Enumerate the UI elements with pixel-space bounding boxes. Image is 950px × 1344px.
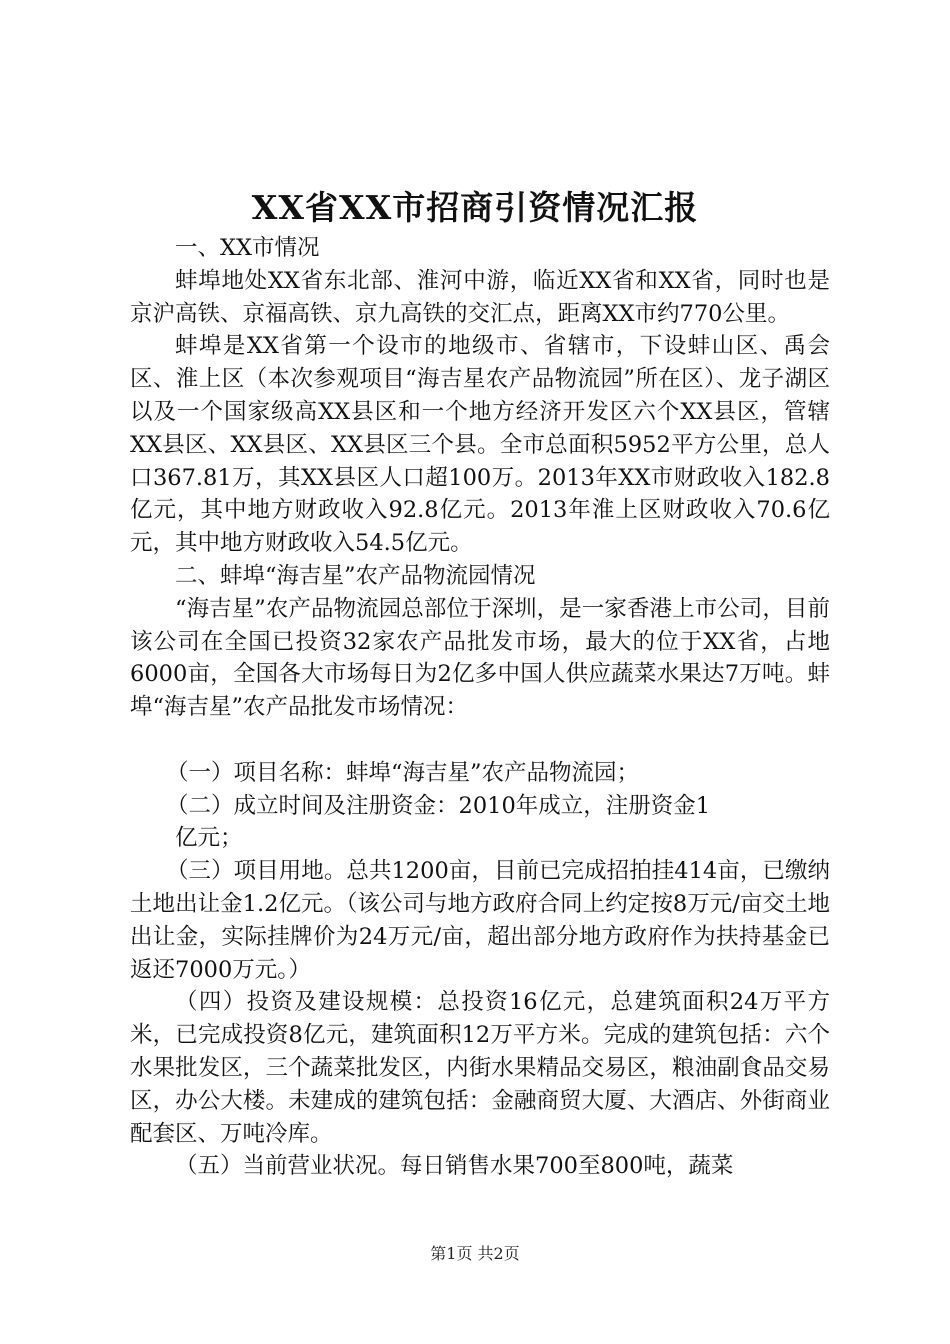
paragraph-location: 蚌埠地处XX省东北部、淮河中游，临近XX省和XX省，同时也是京沪高铁、京福高铁、京九高铁的交汇点，距离XX市约770公里。	[130, 267, 830, 327]
document-body	[130, 232, 830, 1183]
section-heading-city: 一、XX市情况	[175, 235, 320, 261]
paragraph-administration: 蚌埠是XX省第一个设市的地级市、省辖市，下设蚌山区、禹会区、淮上区（本次参观项目“海吉星农产品物流园”所在区）、龙子湖区以及一个国家级高XX县区和一个地方经济开发区六个XX县区，管辖XX县区、XX县区、XX县区三个县。全市总面积5952平方公里，总人口367.81万，其XX县区人口超100万。2013年XX市财政收入182.8亿元，其中地方财政收入92.8亿元。2013年淮上区财政收入70.6亿元，其中地方财政收入54.5亿元。	[130, 333, 830, 557]
page-footer: 第1页 共2页	[430, 1244, 520, 1263]
item-land-use: （三）项目用地。总共1200亩，目前已完成招拍挂414亩，已缴纳土地出让金1.2亿元。（该公司与地方政府合同上约定按8万元/亩交土地出让金，实际挂牌价为24万元/亩，超出部分地方政府作为扶持基金已返还7000万元。）	[130, 858, 830, 983]
item-investment-scale: （四）投资及建设规模：总投资16亿元，总建筑面积24万平方米，已完成投资8亿元，建筑面积12万平方米。完成的建筑包括：六个水果批发区，三个蔬菜批发区，内街水果精品交易区，粮油副食品交易区，办公大楼。未建成的建筑包括：金融商贸大厦、大酒店、外街商业配套区、万吨冷库。	[130, 989, 830, 1147]
document-title: XX省XX市招商引资情况汇报	[251, 188, 699, 227]
paragraph-company-intro: “海吉星”农产品物流园总部位于深圳，是一家香港上市公司，目前该公司在全国已投资32家农产品批发市场，最大的位于XX省，占地6000亩，全国各大市场每日为2亿多中国人供应蔬菜水果达7万吨。蚌埠“海吉星”农产品批发市场情况：	[130, 595, 830, 721]
item-founding-capital-continued: 亿元；	[175, 825, 243, 852]
item-operating-status: （五）当前营业状况。每日销售水果700至800吨，蔬菜	[175, 1153, 734, 1180]
blank-line	[130, 724, 830, 757]
item-founding-capital: （二）成立时间及注册资金：2010年成立，注册资金1	[166, 792, 711, 819]
section-heading-logistics-park: 二、蚌埠“海吉星”农产品物流园情况	[175, 562, 536, 589]
item-project-name: （一）项目名称：蚌埠“海吉星”农产品物流园；	[166, 759, 640, 786]
